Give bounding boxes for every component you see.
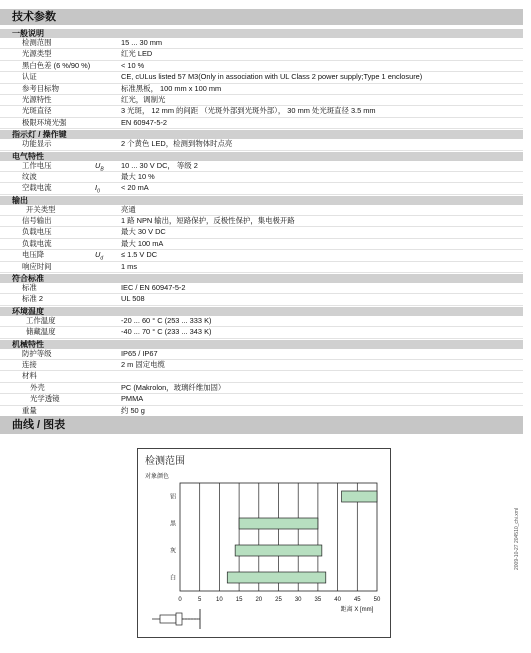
spec-value: 10 ... 30 V DC， 等级 2 [121,160,198,170]
spec-row [0,172,523,183]
specs-banner [0,9,523,25]
spec-row [0,316,523,327]
specs-table [0,28,523,417]
spec-row [0,106,523,117]
spec-value: 1 ms [121,261,138,271]
x-axis-label: 距离 X [mm] [340,607,374,613]
spec-label: 光学透镜 [30,394,60,404]
spec-value: 15 ... 30 mm [121,38,163,47]
spec-value: UL 508 [121,294,145,304]
spec-row [0,84,523,95]
spec-row [0,161,523,172]
symbol-subscript: 0 [97,188,100,195]
section-header: 输出 [0,196,523,205]
spec-label: 重量 [22,405,37,415]
spec-row [0,205,523,216]
spec-value: 约 50 g [121,405,145,415]
spec-label: 标准 2 [22,294,43,304]
spec-label: 防护等级 [22,348,52,358]
x-tick-label: 15 [235,597,243,603]
spec-label: 储藏温度 [26,327,56,337]
spec-row [0,183,523,194]
symbol-letter: I [95,183,98,193]
spec-row [0,349,523,360]
spec-row [0,118,523,129]
spec-row [0,250,523,261]
spec-row [0,327,523,338]
spec-row [0,38,523,49]
spec-row [0,394,523,405]
sensor-body-icon [160,615,176,623]
spec-value: < 20 mA [121,183,149,193]
spec-label: 外壳 [30,382,45,392]
x-tick-label: 35 [314,597,322,603]
category-label: 白 [169,575,176,582]
spec-label: 工作温度 [26,315,56,325]
sensor-head-icon [176,613,182,625]
spec-value: -40 ... 70 ° C (233 ... 343 K) [121,327,212,337]
spec-value: 标准黑板， 100 mm x 100 mm [121,83,222,93]
spec-value: < 10 % [121,60,145,70]
range-bar [227,572,326,583]
spec-row [0,383,523,394]
page-title: 技术参数 [12,11,56,23]
spec-value: 2 个黄色 LED，检测到物体时点亮 [121,139,233,149]
spec-value: 3 光斑， 12 mm 的间距 （光斑外部到光斑外部）， 30 mm 处光斑直径 3.5 mm [121,106,376,116]
spec-row [0,95,523,106]
spec-value: CE, cULus listed 57 M3(Only in association with UL Class 2 power supply;Type 1 enclosure) [121,72,423,82]
spec-label: 标准 [22,283,37,293]
spec-label: 认证 [22,72,37,82]
spec-value: 最大 100 mA [121,238,164,248]
category-label: 灰 [169,548,176,555]
range-bar [342,491,377,502]
spec-value: IEC / EN 60947-5-2 [121,283,186,293]
spec-label: 光源特性 [22,94,52,104]
spec-row [0,216,523,227]
spec-label: 电压降 [22,250,45,260]
spec-row [0,262,523,273]
spec-label: 参考目标物 [22,83,59,93]
x-tick-label: 45 [353,597,361,603]
spec-label: 负载电压 [22,227,52,237]
spec-value: ≤ 1.5 V DC [121,250,158,260]
spec-value: 1 路 NPN 输出，短路保护，反极性保护，集电极开路 [121,216,295,226]
x-tick-label: 10 [216,597,223,603]
spec-label: 光斑直径 [22,106,52,116]
symbol-letter: U [95,250,101,260]
spec-value: PMMA [121,394,144,404]
symbol-subscript: B [100,165,104,172]
chart-subtitle: 对象颜色 [145,474,170,480]
spec-row [0,72,523,83]
spec-label: 响应时间 [22,261,52,271]
spec-label: 光源类型 [22,49,52,59]
spec-label: 信号输出 [22,216,52,226]
x-tick-label: 20 [255,597,263,603]
spec-value: 红光，调制光 [121,94,166,104]
spec-value: 红光 LED [121,49,153,59]
spec-label: 极限环境光强 [22,117,67,127]
spec-row [0,61,523,72]
symbol-letter: U [95,160,101,170]
symbol-subscript: d [100,255,104,262]
spec-value: -20 ... 60 ° C (253 ... 333 K) [121,315,212,325]
spec-row [0,49,523,60]
chart-title: 检测范围 [145,456,185,467]
spec-row [0,139,523,150]
spec-value: 最大 30 V DC [121,227,166,237]
spec-row [0,227,523,238]
spec-label: 检测范围 [22,38,52,47]
section-header: 电气特性 [0,152,523,161]
spec-label: 工作电压 [22,160,52,170]
x-tick-label: 40 [334,597,341,603]
spec-label: 开关类型 [26,204,56,214]
spec-value: IP65 / IP67 [121,348,158,358]
x-tick-label: 50 [373,597,381,603]
section-header: 机械特性 [0,340,523,349]
spec-row [0,360,523,371]
x-tick-label: 5 [198,597,202,603]
spec-label: 负载电流 [22,238,52,248]
section-header: 指示灯 / 操作键 [0,130,523,139]
document-id-note: 2009-10-27 204510_chi.xml [514,508,520,570]
spec-row [0,283,523,294]
x-tick-label: 25 [275,597,282,603]
spec-row [0,294,523,305]
section-header: 环境温度 [0,307,523,316]
spec-label: 黑白色差 (6 %/90 %) [22,60,91,70]
spec-value: 最大 10 % [121,171,155,181]
category-label: 黑 [169,521,176,528]
spec-label: 功能显示 [22,139,52,149]
range-bar [235,545,322,556]
spec-label: 材料 [22,371,37,381]
spec-value: 亮通 [121,204,136,214]
spec-value: PC (Makrolon，玻璃纤维加固） [121,382,226,392]
spec-row [0,239,523,250]
spec-value: 2 m 固定电缆 [121,359,165,369]
spec-label: 纹波 [22,171,37,181]
section-header: 符合标准 [0,274,523,283]
x-tick-label: 30 [294,597,302,603]
x-tick-label: 0 [178,597,182,603]
spec-label: 空载电流 [22,183,52,193]
spec-symbol [95,183,100,197]
spec-value: EN 60947-5-2 [121,117,168,127]
curves-banner [0,416,523,434]
spec-label: 连接 [22,359,37,369]
category-label: 铝 [169,494,176,501]
spec-row [0,371,523,382]
range-bar [239,518,318,529]
curves-title: 曲线 / 图表 [12,419,66,431]
detection-range-chart [137,448,391,638]
section-header: 一般说明 [0,29,523,38]
